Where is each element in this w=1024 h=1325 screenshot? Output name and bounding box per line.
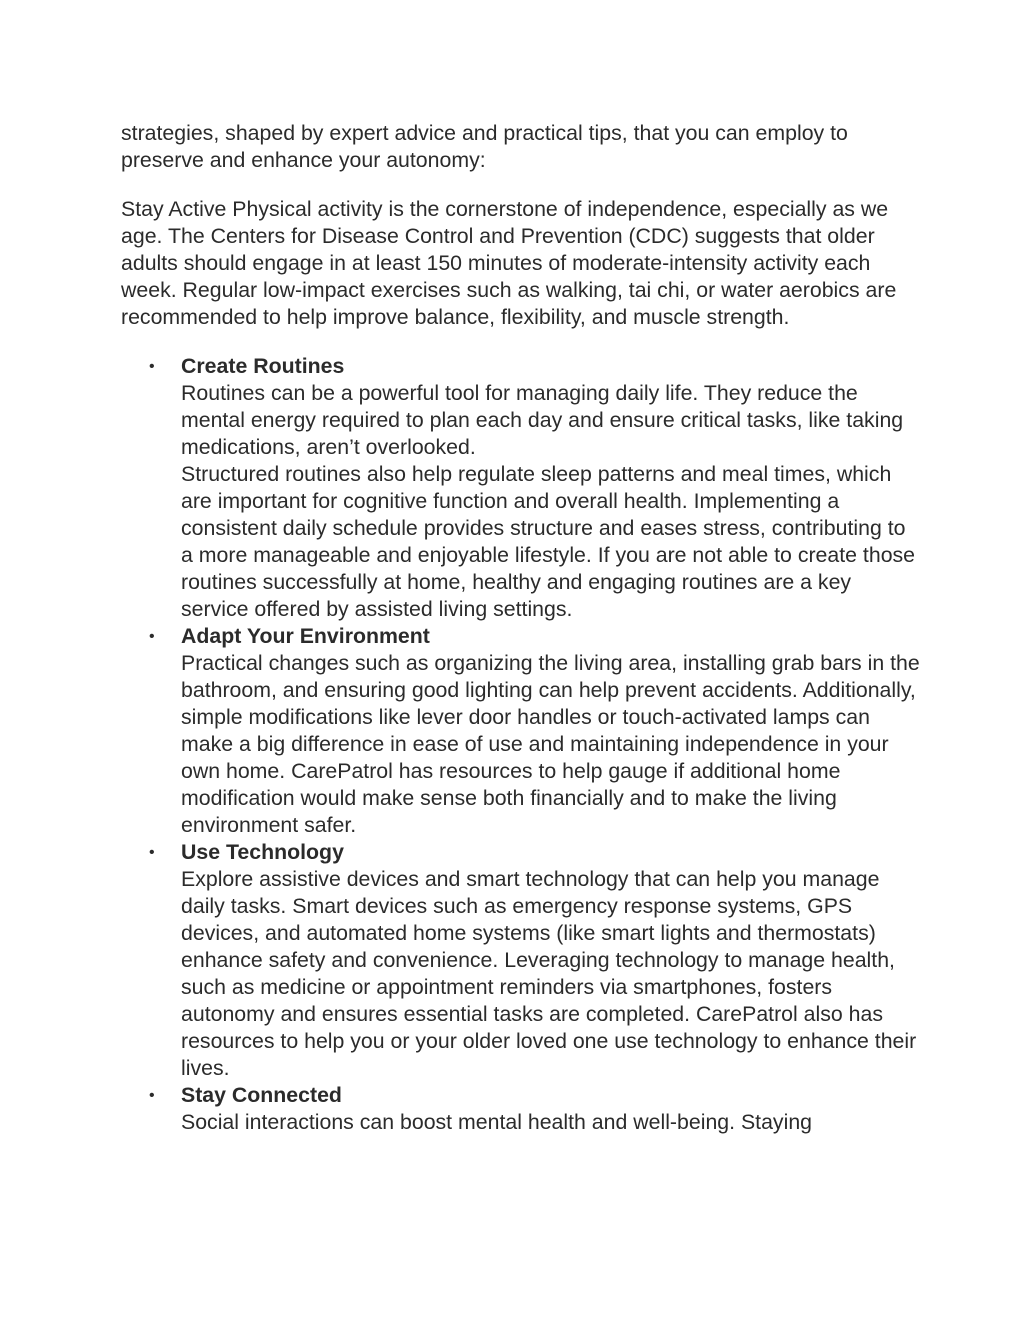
list-item-stay-connected [121, 1082, 921, 1136]
list-item-use-technology [121, 839, 921, 1082]
item-title: Stay Connected [181, 1083, 342, 1107]
bullet-icon: • [149, 844, 155, 861]
bullet-icon: • [149, 628, 155, 645]
strategy-list [121, 353, 921, 1136]
list-item-create-routines [121, 353, 921, 623]
item-title: Create Routines [181, 354, 345, 378]
bullet-icon: • [149, 1087, 155, 1104]
list-item-adapt-environment [121, 623, 921, 839]
stay-active-paragraph: Stay Active Physical activity is the cornerstone of independence, especially as we age. The Centers for Disease Control and Prevention (CDC) suggests that older adults should engage in at least 150 minutes of moderate-intensity activity each week. Regular low-impact exercises such as walking, tai chi, or water aerobics are recommended to help improve balance, flexibility, and muscle strength. [121, 197, 897, 329]
bullet-icon: • [149, 358, 155, 375]
intro-paragraph: strategies, shaped by expert advice and practical tips, that you can employ to preserve and enhance your autonomy: [121, 121, 848, 172]
item-title: Use Technology [181, 840, 344, 864]
item-text: Explore assistive devices and smart technology that can help you manage daily tasks. Smart devices such as emergency response systems, GPS devices, and automated home systems (like smart lights and thermostats) enhance safety and convenience. Leveraging technology to manage health, such as medicine or appointment reminders via smartphones, fosters autonomy and ensures essential tasks are completed. CarePatrol also has resources to help you or your older loved one use technology to enhance their lives. [181, 867, 917, 1080]
item-text: Practical changes such as organizing the living area, installing grab bars in the bathroom, and ensuring good lighting can help prevent accidents. Additionally, simple modifications like lever door handles or touch-activated lamps can make a big difference in ease of use and maintaining independence in your own home. CarePatrol has resources to help gauge if additional home modification would make sense both financially and to make the living environment safer. [181, 651, 920, 837]
item-text: Routines can be a powerful tool for managing daily life. They reduce the mental energy required to plan each day and ensure critical tasks, like taking medications, aren’t overlooked. [181, 381, 904, 459]
item-title: Adapt Your Environment [181, 624, 430, 648]
item-text: Structured routines also help regulate sleep patterns and meal times, which are important for cognitive function and overall health. Implementing a consistent daily schedule provides structure and eases stress, contributing to a more manageable and enjoyable lifestyle. If you are not able to create those routines successfully at home, healthy and engaging routines are a key service offered by assisted living settings. [181, 462, 916, 621]
document-page [121, 120, 921, 1136]
item-text: Social interactions can boost mental health and well-being. Staying [181, 1110, 813, 1134]
